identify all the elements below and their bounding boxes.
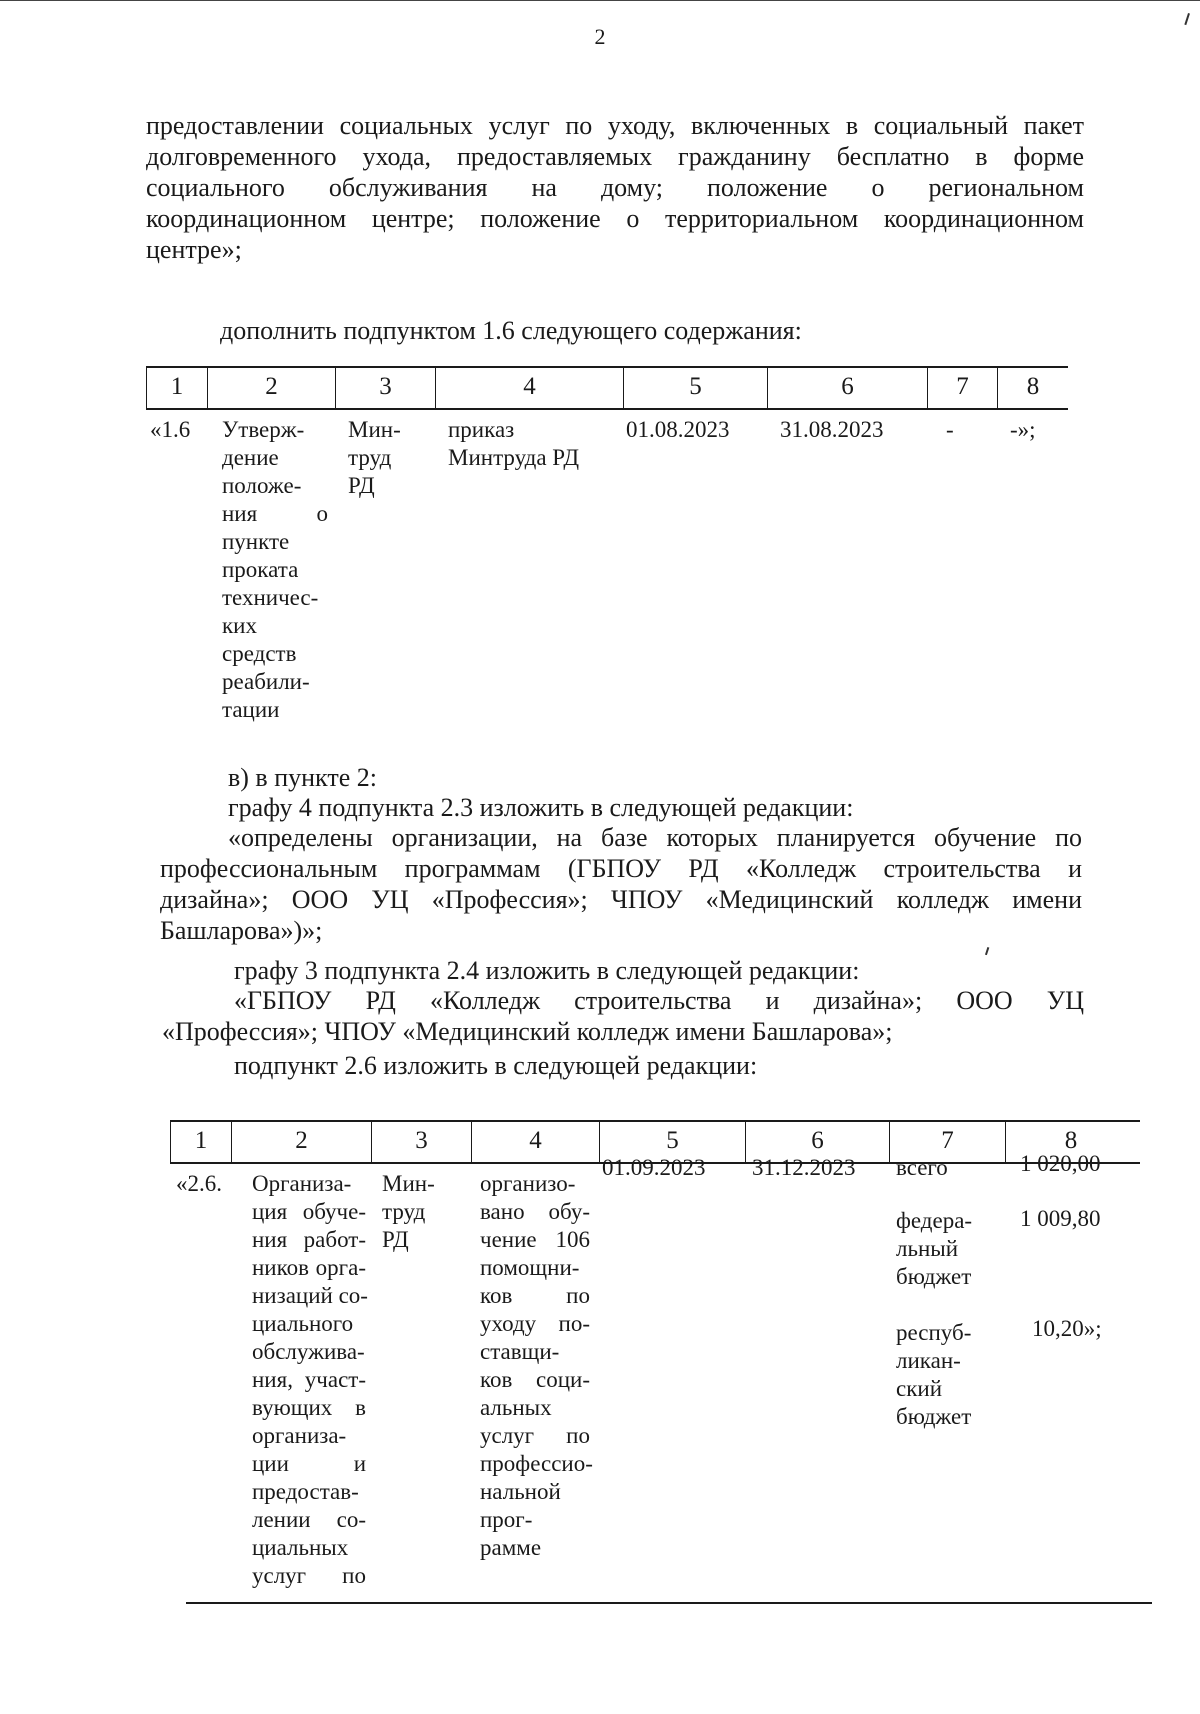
graph3-text-line: «ГБПОУ РД «Колледж строительства и дизайна»; ООО УЦ <box>234 986 1084 1015</box>
page-number: 2 <box>594 24 606 49</box>
header-cell: 7 <box>890 1122 1006 1162</box>
measure-name-line: вующих в <box>252 1395 366 1420</box>
measure-name-line: ция обуче- <box>252 1199 366 1224</box>
graph3-instruction: графу 3 подпункта 2.4 изложить в следующей редакции: <box>234 956 860 985</box>
table-subpoint-2-6 <box>170 1120 1140 1590</box>
measure-name-line: дение <box>222 445 279 470</box>
header-cell: 8 <box>1064 1127 1078 1154</box>
graph4-instruction: графу 4 подпункта 2.3 изложить в следующей редакции: <box>228 793 854 822</box>
measure-name-line: пункте <box>222 529 290 554</box>
measure-name-line: проката <box>222 557 299 582</box>
subpoint-2-6-instruction: подпункт 2.6 изложить в следующей редакции: <box>234 1051 758 1080</box>
measure-name-line: организа- <box>252 1423 347 1448</box>
funding-source-line: ский <box>896 1376 942 1401</box>
measure-name <box>232 1170 372 1590</box>
executor-line: труд <box>382 1199 426 1224</box>
funding-source-line: ликан- <box>896 1348 961 1373</box>
result-line: уходу по- <box>480 1311 590 1336</box>
executor-line: труд <box>348 445 392 470</box>
graph4-text-line: «определены организации, на базе которых планируется обучение по <box>228 823 1082 852</box>
add-subpoint-instruction: дополнить подпунктом 1.6 следующего содержания: <box>220 316 802 345</box>
funding-amount-value: 1 020,00 <box>1020 1151 1101 1176</box>
table-header-row <box>146 366 1068 410</box>
expected-result <box>472 1170 600 1590</box>
measure-name-line: реабили- <box>222 669 310 694</box>
result-line: альных <box>480 1395 552 1420</box>
result-line: ков по <box>480 1283 590 1308</box>
document-line: приказ <box>448 417 515 442</box>
funding-source-line: респуб- <box>896 1320 972 1345</box>
result-line: организо- <box>480 1171 576 1196</box>
header-cell: 1 <box>146 368 208 408</box>
intro-line: социального обслуживания на дому; положение о региональном <box>146 173 1084 202</box>
header-cell: 6 <box>746 1122 890 1162</box>
graph3-text-line: «Профессия»; ЧПОУ «Медицинский колледж имени Башларова»; <box>162 1017 893 1046</box>
table-row <box>170 1151 1140 1590</box>
result-line: нальной <box>480 1479 561 1504</box>
measure-name-line: ких <box>222 613 257 638</box>
graph4-text-line: профессиональным программам (ГБПОУ РД «Колледж строительства и <box>160 854 1082 883</box>
measure-name-line: положе- <box>222 473 302 498</box>
header-cell: 8 <box>1026 373 1040 400</box>
intro-paragraph <box>146 110 1084 265</box>
executor-line: Мин- <box>348 417 401 442</box>
funding-source-line: всего <box>896 1155 948 1180</box>
measure-name-line: обслужива- <box>252 1339 365 1364</box>
table-subpoint-1-6 <box>146 366 1068 724</box>
measure-name-line: ников орга- <box>252 1255 366 1280</box>
measure-name-line: ния работ- <box>252 1227 366 1252</box>
funding-source <box>890 1154 1006 1590</box>
end-date: 31.12.2023 <box>752 1155 856 1180</box>
header-cell: 2 <box>232 1122 372 1162</box>
result-line: чение 106 <box>480 1227 590 1252</box>
start-date: 01.09.2023 <box>602 1155 706 1180</box>
result-line: рамме <box>480 1535 542 1560</box>
measure-name-line: циального <box>252 1311 354 1336</box>
measure-name-line: ния, участ- <box>252 1367 366 1392</box>
funding-source-line: льный <box>896 1236 959 1261</box>
header-cell: 3 <box>336 368 436 408</box>
header-cell: 5 <box>624 368 768 408</box>
graph4-text-line: дизайна»; ООО УЦ «Профессия»; ЧПОУ «Медицинский колледж имени <box>160 885 1082 914</box>
executor-line: Мин- <box>382 1171 435 1196</box>
graph3-text <box>162 985 1084 1047</box>
header-cell: 4 <box>436 368 624 408</box>
header-cell: 5 <box>600 1122 746 1162</box>
funding-source-line: бюджет <box>896 1264 972 1289</box>
measure-name-line: Организа- <box>252 1171 352 1196</box>
graph4-text <box>160 822 1082 946</box>
measure-name-line: ции и <box>252 1451 366 1476</box>
column-8-value: -»; <box>1010 417 1036 442</box>
executor <box>372 1170 472 1590</box>
row-number: «1.6 <box>150 417 191 442</box>
result-line: помощни- <box>480 1255 580 1280</box>
intro-line: предоставлении социальных услуг по уходу, включенных в социальный пакет <box>146 111 1084 140</box>
funding-amount <box>1006 1150 1136 1590</box>
table-row <box>146 410 1068 724</box>
header-cell: 1 <box>170 1122 232 1162</box>
measure-name-line: тации <box>222 697 280 722</box>
header-cell: 3 <box>372 1122 472 1162</box>
graph4-text-line: Башларова»)»; <box>160 916 323 945</box>
table-bottom-rule <box>186 1602 1152 1604</box>
intro-line: долговременного ухода, предоставляемых гражданину бесплатно в форме <box>146 142 1084 171</box>
executor-line: РД <box>348 473 375 498</box>
result-line: ков соци- <box>480 1367 590 1392</box>
measure-name-line: услуг по <box>252 1563 366 1588</box>
header-cell: 2 <box>208 368 336 408</box>
measure-name-line: низаций со- <box>252 1283 368 1308</box>
scan-top-edge <box>0 0 1200 1</box>
measure-name-line: техничес- <box>222 585 319 610</box>
header-cell: 4 <box>472 1122 600 1162</box>
executor <box>336 416 436 724</box>
funding-source-line: федера- <box>896 1208 973 1233</box>
result-line: вано обу- <box>480 1199 590 1224</box>
measure-name-line: предостав- <box>252 1479 359 1504</box>
funding-source-line: бюджет <box>896 1404 972 1429</box>
measure-name-line: средств <box>222 641 297 666</box>
column-7-value: - <box>946 417 954 442</box>
measure-name-line: циальных <box>252 1535 349 1560</box>
result-line: прог- <box>480 1507 533 1532</box>
document-line: Минтруда РД <box>448 445 580 470</box>
end-date: 31.08.2023 <box>780 417 884 442</box>
intro-line: центре»; <box>146 235 242 264</box>
intro-line: координационном центре; положение о территориальном координационном <box>146 204 1084 233</box>
result-line: услуг по <box>480 1423 590 1448</box>
header-cell: 6 <box>768 368 928 408</box>
measure-name-line: Утверж- <box>222 417 305 442</box>
document-type <box>436 416 624 724</box>
result-line: профессио- <box>480 1451 593 1476</box>
measure-name <box>208 416 336 724</box>
section-v-heading: в) в пункте 2: <box>228 763 377 792</box>
scan-mark <box>985 947 995 957</box>
executor-line: РД <box>382 1227 409 1252</box>
row-number: «2.6. <box>176 1171 222 1196</box>
start-date: 01.08.2023 <box>626 417 730 442</box>
funding-amount-value: 10,20»; <box>1032 1316 1102 1341</box>
measure-name-line: лении со- <box>252 1507 366 1532</box>
measure-name-line: ния о <box>222 501 328 526</box>
result-line: ставщи- <box>480 1339 560 1364</box>
header-cell: 7 <box>928 368 998 408</box>
funding-amount-value: 1 009,80 <box>1020 1206 1101 1231</box>
